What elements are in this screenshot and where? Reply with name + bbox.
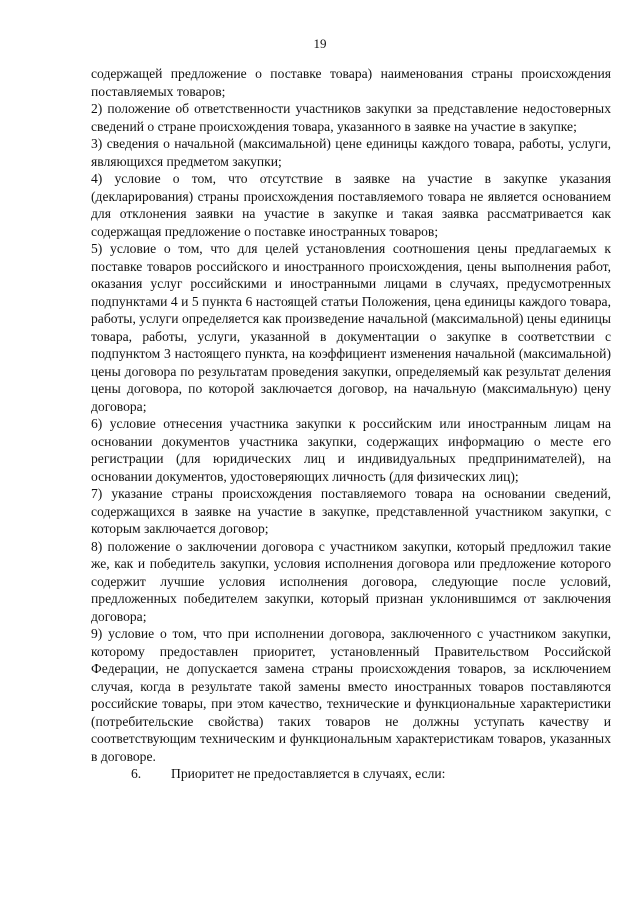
paragraph-item-6: 6) условие отнесения участника закупки к российским или иностранным лицам на основании документов участника закупки, содержащих информацию о месте его регистрации (для юридических лиц и индивидуальных предпринимателей), на основании документов, удостоверяющих личность (для физических лиц); xyxy=(91,416,611,484)
paragraph-continuation: содержащей предложение о поставке товара) наименования страны происхождения поставляемых товаров; xyxy=(91,66,611,99)
paragraph-item-3: 3) сведения о начальной (максимальной) цене единицы каждого товара, работы, услуги, являющихся предметом закупки; xyxy=(91,136,611,169)
paragraph-item-2: 2) положение об ответственности участников закупки за представление недостоверных сведений о стране происхождения товара, указанного в заявке на участие в закупке; xyxy=(91,101,611,134)
paragraph-item-9: 9) условие о том, что при исполнении договора, заключенного с участником закупки, которому предоставлен приоритет, установленный Правительством Российской Федерации, не допускается замена страны происхождения товаров, за исключением случая, когда в результате такой замены вместо иностранных товаров поставляются российские товары, при этом качество, технические и функциональные характеристики (потребительские свойства) таких товаров не должны уступать качеству и соответствующим техническим и функциональным характеристикам товаров, указанных в договоре. xyxy=(91,626,611,764)
paragraph-item-5: 5) условие о том, что для целей установления соотношения цены предлагаемых к поставке товаров российского и иностранного происхождения, цены выполнения работ, оказания услуг российскими и иностранными лицами в случаях, предусмотренных подпунктами 4 и 5 пункта 6 настоящей статьи Положения, цена единицы каждого товара, работы, услуги определяется как произведение начальной (максимальной) цены единицы товара, работы, услуги, указанной в документации о закупке в соответствии с подпунктом 3 настоящего пункта, на коэффициент изменения начальной (максимальной) цены договора по результатам проведения закупки, определяемый как результат деления цены договора, по которой заключается договор, на начальную (максимальную) цену договора; xyxy=(91,241,611,414)
document-body xyxy=(91,65,611,783)
section-number: 6. xyxy=(131,766,142,781)
section-text: Приоритет не предоставляется в случаях, если: xyxy=(171,766,446,781)
paragraph-item-7: 7) указание страны происхождения поставляемого товара на основании сведений, содержащихся в заявке на участие в закупке, представленной участником закупки, с которым заключается договор; xyxy=(91,486,611,536)
paragraph-item-4: 4) условие о том, что отсутствие в заявке на участие в закупке указания (декларирования) страны происхождения поставляемого товара не является основанием для отклонения заявки на участие в закупке и такая заявка рассматривается как содержащая предложение о поставке иностранных товаров; xyxy=(91,171,611,239)
section-item-6 xyxy=(91,765,611,783)
page-number: 19 xyxy=(313,36,327,51)
paragraph-item-8: 8) положение о заключении договора с участником закупки, который предложил такие же, как и победитель закупки, условия исполнения договора или предложение которого содержит лучшие условия исполнения договора, следующие после условий, предложенных победителем закупки, который признан уклонившимся от заключения договора; xyxy=(91,538,611,624)
